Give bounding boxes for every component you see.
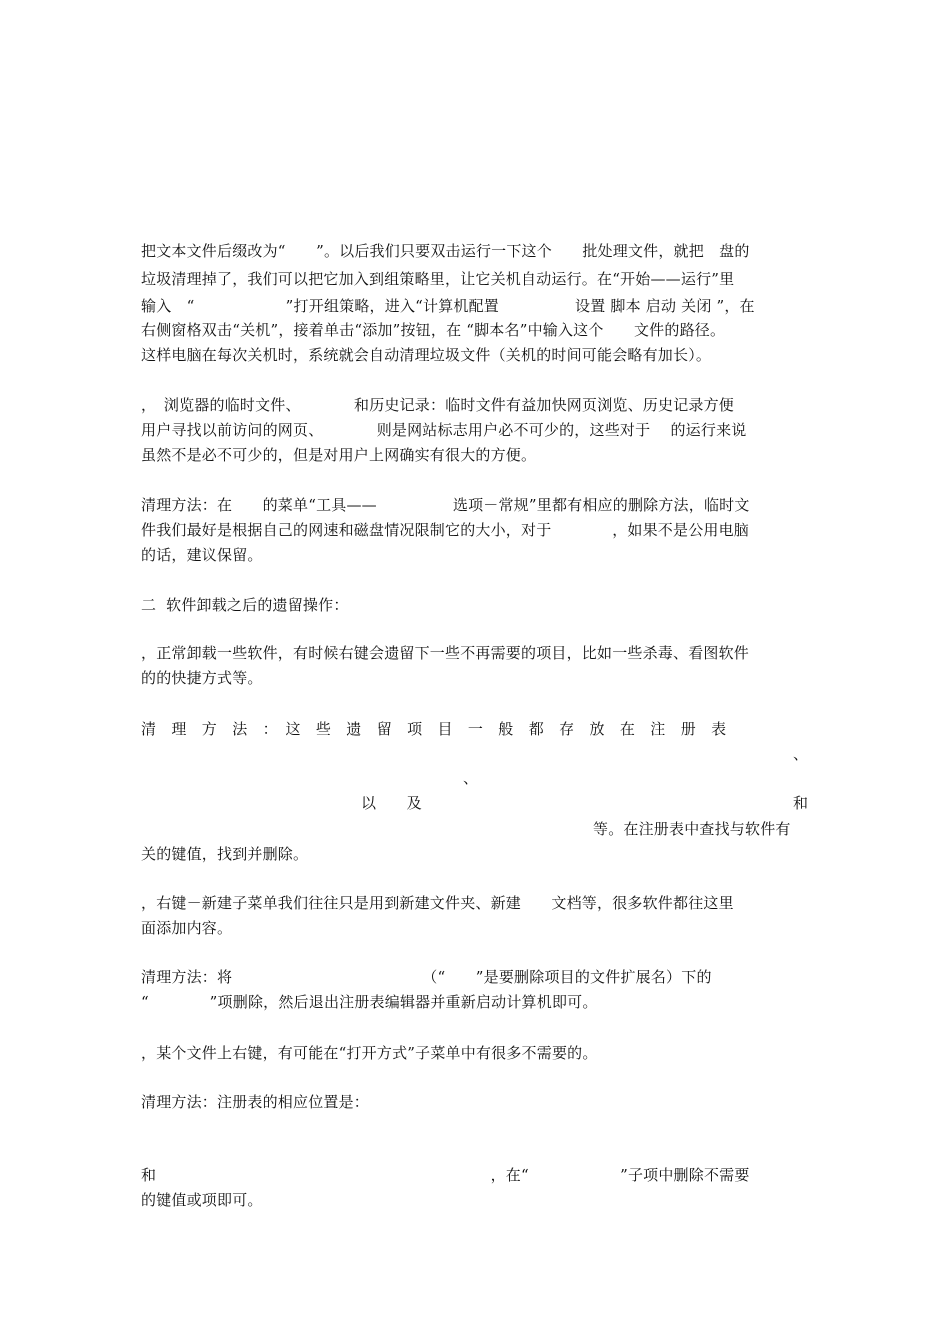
paragraph-line: ， 浏览器的临时文件、 和历史记录：临时文件有益加快网页浏览、历史记录方便 <box>141 396 735 414</box>
paragraph-line: 的键值或项即可。 <box>141 1191 263 1209</box>
paragraph-line: 清 理 方 法 ： 这 些 遗 留 项 目 一 般 都 存 放 在 注 册 表 <box>141 720 727 738</box>
paragraph-line: 把文本文件后缀改为“ ”。以后我们只要双击运行一下这个 批处理文件，就把 盘的 <box>141 242 750 260</box>
paragraph-line: 以 及 <box>361 794 422 812</box>
paragraph-line: 这样电脑在每次关机时，系统就会自动清理垃圾文件（关机的时间可能会略有加长）。 <box>141 346 712 364</box>
paragraph-line: 垃圾清理掉了，我们可以把它加入到组策略里，让它关机自动运行。在“开始——运行”里 <box>141 270 735 288</box>
paragraph-line: 和 <box>793 794 809 812</box>
paragraph-line: ，右键－新建子菜单我们往往只是用到新建文件夹、新建 文档等，很多软件都往这里 <box>141 894 734 912</box>
paragraph-line: 虽然不是必不可少的，但是对用户上网确实有很大的方便。 <box>141 446 537 464</box>
section-heading: 二 软件卸载之后的遗留操作： <box>141 596 349 614</box>
paragraph-line: 、 <box>793 745 809 763</box>
paragraph-line: 、 <box>463 769 479 787</box>
paragraph-line: 和 ，在“ ”子项中删除不需要 <box>141 1166 750 1184</box>
paragraph-line: ，正常卸载一些软件，有时候右键会遗留下一些不再需要的项目，比如一些杀毒、看图软件 <box>141 644 750 662</box>
paragraph-line: “ ”项删除，然后退出注册表编辑器并重新启动计算机即可。 <box>141 993 598 1011</box>
paragraph-line: ，某个文件上右键，有可能在“打开方式”子菜单中有很多不需要的。 <box>141 1044 598 1062</box>
paragraph-line: 清理方法：在 的菜单“工具—— 选项－常规”里都有相应的删除方法，临时文 <box>141 496 750 514</box>
paragraph-line: 清理方法：注册表的相应位置是： <box>141 1093 370 1111</box>
paragraph-line: 用户寻找以前访问的网页、 则是网站标志用户必不可少的，这些对于 的运行来说 <box>141 421 747 439</box>
paragraph-line: 的话，建议保留。 <box>141 546 263 564</box>
paragraph-line: 件我们最好是根据自己的网速和磁盘情况限制它的大小，对于 ，如果不是公用电脑 <box>141 521 750 539</box>
paragraph-line: 关的键值，找到并删除。 <box>141 845 309 863</box>
paragraph-line: 输入 “ ”打开组策略，进入“计算机配置 设置 脚本 启动 关闭 ”，在 <box>141 297 755 315</box>
paragraph-line: 的的快捷方式等。 <box>141 669 263 687</box>
paragraph-line: 等。在注册表中查找与软件有 <box>593 820 791 838</box>
paragraph-line: 面添加内容。 <box>141 919 233 937</box>
paragraph-line: 清理方法：将 （“ ”是要删除项目的文件扩展名）下的 <box>141 968 712 986</box>
paragraph-line: 右侧窗格双击“关机”，接着单击“添加”按钮，在 “脚本名”中输入这个 文件的路径。 <box>141 321 726 339</box>
